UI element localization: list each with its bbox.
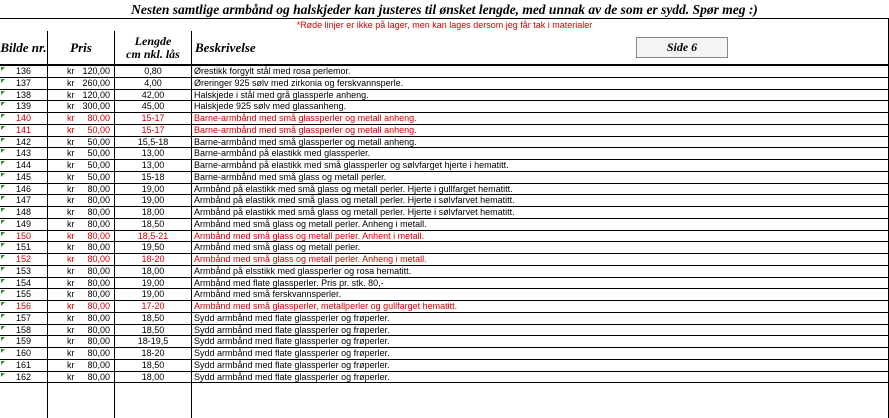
- cell-price: 80,00: [87, 254, 110, 264]
- cell-length: 13,00: [141, 148, 165, 159]
- cell-price: 80,00: [87, 371, 110, 382]
- cell-currency: kr: [67, 77, 75, 88]
- table-row: [0, 278, 889, 290]
- table-row: [0, 113, 889, 125]
- column-divider: [114, 31, 115, 418]
- cell-price: 80,00: [87, 324, 110, 335]
- cell-currency: kr: [67, 336, 75, 347]
- cell-currency: kr: [67, 148, 75, 159]
- cell-currency: kr: [67, 89, 75, 100]
- cell-length: 15-17: [141, 124, 165, 135]
- cell-number: 137: [15, 77, 32, 88]
- cell-length: 18,50: [141, 218, 165, 229]
- cell-description: Armbånd på elastikk med små glass og metall perler. Hjerte i gullfarget hematitt.: [194, 183, 513, 194]
- table-row: [0, 231, 889, 243]
- cell-currency: kr: [67, 230, 75, 241]
- column-divider: [47, 31, 48, 418]
- cell-price: 80,00: [87, 336, 110, 347]
- cell-description: Øreringer 925 sølv med zirkonia og ferskvannsperle.: [194, 77, 404, 88]
- cell-number: 156: [15, 301, 32, 311]
- cell-number: 154: [15, 277, 32, 288]
- table-row: [0, 289, 889, 301]
- cell-description: Armbånd med små glass og metall perler. Anheng i metall.: [194, 254, 427, 264]
- cell-price: 120,00: [82, 66, 110, 76]
- cell-number: 145: [15, 171, 32, 182]
- cell-price: 80,00: [87, 218, 110, 229]
- cell-number: 139: [15, 101, 32, 112]
- cell-description: Armbånd med små ferskvannsperler.: [194, 289, 342, 300]
- table-row: [0, 66, 889, 78]
- cell-number: 158: [15, 324, 32, 335]
- table-row: [0, 148, 889, 160]
- cell-number: 147: [15, 195, 32, 206]
- cell-number: 161: [15, 359, 32, 370]
- cell-length: 18,00: [141, 371, 165, 382]
- cell-currency: kr: [67, 207, 75, 217]
- table-row: [0, 313, 889, 325]
- cell-length: 19,50: [141, 242, 165, 253]
- cell-length: 18-19,5: [137, 336, 169, 347]
- table-row: [0, 372, 889, 384]
- cell-number: 141: [15, 124, 32, 135]
- cell-length: 19,00: [141, 183, 165, 194]
- cell-price: 300,00: [82, 101, 110, 112]
- cell-currency: kr: [67, 359, 75, 370]
- header-description: Beskrivelse: [195, 39, 256, 55]
- cell-currency: kr: [67, 136, 75, 147]
- cell-description: Sydd armbånd med flate glassperler og frøperler.: [194, 324, 390, 335]
- cell-length: 18,50: [141, 359, 165, 370]
- table-row: [0, 195, 889, 207]
- cell-length: 18-20: [141, 254, 165, 264]
- cell-currency: kr: [67, 289, 75, 300]
- cell-number: 148: [15, 207, 32, 217]
- cell-currency: kr: [67, 312, 75, 323]
- table-row: [0, 78, 889, 90]
- table-row: [0, 336, 889, 348]
- cell-description: Armbånd med små glass og metall perler.: [194, 242, 361, 253]
- table-row: [0, 184, 889, 196]
- cell-price: 80,00: [87, 348, 110, 358]
- cell-currency: kr: [67, 171, 75, 182]
- cell-price: 80,00: [87, 359, 110, 370]
- table-row: [0, 90, 889, 102]
- cell-currency: kr: [67, 218, 75, 229]
- cell-price: 80,00: [87, 312, 110, 323]
- header-number: Bilde nr.: [0, 39, 47, 55]
- cell-currency: kr: [67, 183, 75, 194]
- cell-description: Sydd armbånd med flate glassperler og frøperler.: [194, 371, 390, 382]
- cell-price: 50,00: [87, 148, 110, 159]
- cell-currency: kr: [67, 124, 75, 135]
- cell-number: 136: [15, 66, 32, 76]
- cell-description: Barne-armbånd med små glassperler og metall anheng.: [194, 113, 417, 123]
- cell-number: 150: [15, 230, 32, 241]
- cell-length: 18,00: [141, 265, 165, 276]
- cell-length: 17-20: [141, 301, 165, 311]
- cell-description: Armbånd på elastikk med små glass og metall perler. Hjerte i sølvfarvet hematitt.: [194, 207, 515, 217]
- cell-description: Armbånd med små glass og metall perler. Anheng i metall.: [194, 218, 427, 229]
- cell-number: 146: [15, 183, 32, 194]
- table-row: [0, 360, 889, 372]
- cell-number: 144: [15, 160, 32, 170]
- banner-title: Nesten samtlige armbånd og halskjeder kan justeres til ønsket lengde, med unnak av de som er sydd. Spør meg :): [0, 0, 889, 19]
- cell-description: Barne-armbånd på elastikk med små glassperler og sølvfarget hjerte i hematitt.: [194, 160, 509, 170]
- cell-number: 160: [15, 348, 32, 358]
- cell-number: 142: [15, 136, 32, 147]
- page-label: Side 6: [636, 37, 728, 58]
- cell-number: 143: [15, 148, 32, 159]
- cell-price: 80,00: [87, 265, 110, 276]
- table-row: [0, 242, 889, 254]
- cell-description: Armbånd med flate glassperler. Pris pr. stk. 80,-: [194, 277, 384, 288]
- cell-description: Barne-armbånd med små glassperler og metall anheng.: [194, 136, 417, 147]
- cell-description: Armbånd med små glass og metall perler. Anhent i metall.: [194, 230, 425, 241]
- cell-price: 80,00: [87, 230, 110, 241]
- cell-description: Barne-armbånd på elastikk med glassperler.: [194, 148, 371, 159]
- cell-number: 138: [15, 89, 32, 100]
- cell-description: Halskjede 925 sølv med glassanheng.: [194, 101, 347, 112]
- cell-currency: kr: [67, 277, 75, 288]
- cell-number: 155: [15, 289, 32, 300]
- cell-length: 18,00: [141, 207, 165, 217]
- cell-length: 19,00: [141, 277, 165, 288]
- cell-price: 80,00: [87, 207, 110, 217]
- table-row: [0, 254, 889, 266]
- header-length-line1: Lengde: [134, 33, 172, 48]
- cell-length: 4,00: [144, 77, 162, 88]
- cell-length: 15,5-18: [137, 136, 169, 147]
- cell-currency: kr: [67, 101, 75, 112]
- cell-length: 18,50: [141, 312, 165, 323]
- table-row: [0, 125, 889, 137]
- cell-length: 19,00: [141, 195, 165, 206]
- cell-currency: kr: [67, 113, 75, 123]
- cell-price: 80,00: [87, 277, 110, 288]
- header-length: [115, 31, 191, 64]
- cell-currency: kr: [67, 66, 75, 76]
- cell-description: Sydd armbånd med flate glassperler og frøperler.: [194, 359, 390, 370]
- cell-currency: kr: [67, 195, 75, 206]
- cell-currency: kr: [67, 265, 75, 276]
- cell-price: 120,00: [82, 89, 110, 100]
- cell-number: 159: [15, 336, 32, 347]
- cell-price: 50,00: [87, 124, 110, 135]
- table-row: [0, 219, 889, 231]
- cell-length: 13,00: [141, 160, 165, 170]
- price-table: [0, 66, 889, 383]
- cell-price: 80,00: [87, 289, 110, 300]
- cell-price: 80,00: [87, 183, 110, 194]
- cell-currency: kr: [67, 348, 75, 358]
- cell-price: 50,00: [87, 171, 110, 182]
- cell-currency: kr: [67, 324, 75, 335]
- cell-price: 50,00: [87, 136, 110, 147]
- cell-price: 50,00: [87, 160, 110, 170]
- cell-price: 260,00: [82, 77, 110, 88]
- table-row: [0, 301, 889, 313]
- table-row: [0, 348, 889, 360]
- cell-number: 153: [15, 265, 32, 276]
- cell-description: Armbånd med små glassperler, metallperler og gullfarget hematitt.: [194, 301, 458, 311]
- table-row: [0, 207, 889, 219]
- column-divider: [191, 31, 192, 418]
- cell-number: 151: [15, 242, 32, 253]
- cell-length: 42,00: [141, 89, 165, 100]
- table-row: [0, 325, 889, 337]
- cell-currency: kr: [67, 254, 75, 264]
- cell-number: 162: [15, 371, 32, 382]
- cell-currency: kr: [67, 371, 75, 382]
- cell-length: 45,00: [141, 101, 165, 112]
- cell-number: 152: [15, 254, 32, 264]
- cell-number: 157: [15, 312, 32, 323]
- cell-price: 80,00: [87, 301, 110, 311]
- cell-length: 15-18: [141, 171, 165, 182]
- cell-description: Sydd armbånd med flate glassperler og frøperler.: [194, 312, 390, 323]
- table-row: [0, 101, 889, 113]
- table-row: [0, 266, 889, 278]
- cell-length: 15-17: [141, 113, 165, 123]
- cell-description: Ørestikk forgylt stål med rosa perlemor.: [194, 66, 351, 76]
- cell-number: 140: [15, 113, 32, 123]
- header-price: Pris: [70, 39, 92, 55]
- cell-description: Armbånd på elastikk med små glass og metall perler. Hjerte i sølvfarvet hematitt.: [194, 195, 515, 206]
- stock-note: *Røde linjer er ikke på lager, men kan lages dersom jeg får tak i materialer: [296, 20, 593, 30]
- cell-description: Armbånd på elsstikk med glassperler og rosa hematitt.: [194, 265, 412, 276]
- cell-price: 80,00: [87, 195, 110, 206]
- cell-length: 18,5-21: [137, 230, 169, 241]
- cell-description: Barne-armbånd med små glassperler og metall anheng.: [194, 124, 417, 135]
- table-row: [0, 137, 889, 149]
- cell-length: 18-20: [141, 348, 165, 358]
- cell-description: Barne-armbånd med små glass og metall perler.: [194, 171, 387, 182]
- cell-length: 0,80: [144, 66, 162, 76]
- cell-price: 80,00: [87, 113, 110, 123]
- cell-currency: kr: [67, 242, 75, 253]
- cell-number: 149: [15, 218, 32, 229]
- cell-currency: kr: [67, 301, 75, 311]
- table-row: [0, 160, 889, 172]
- header-length-line2: cm nkl. lås: [126, 46, 180, 61]
- cell-description: Halskjede i stål med grå glassperle anheng.: [194, 89, 369, 100]
- cell-currency: kr: [67, 160, 75, 170]
- cell-length: 19,00: [141, 289, 165, 300]
- cell-price: 80,00: [87, 242, 110, 253]
- cell-description: Sydd armbånd med flate glassperler og frøperler.: [194, 348, 390, 358]
- table-row: [0, 172, 889, 184]
- cell-length: 18,50: [141, 324, 165, 335]
- cell-description: Sydd armbånd med flate glassperler og frøperler.: [194, 336, 390, 347]
